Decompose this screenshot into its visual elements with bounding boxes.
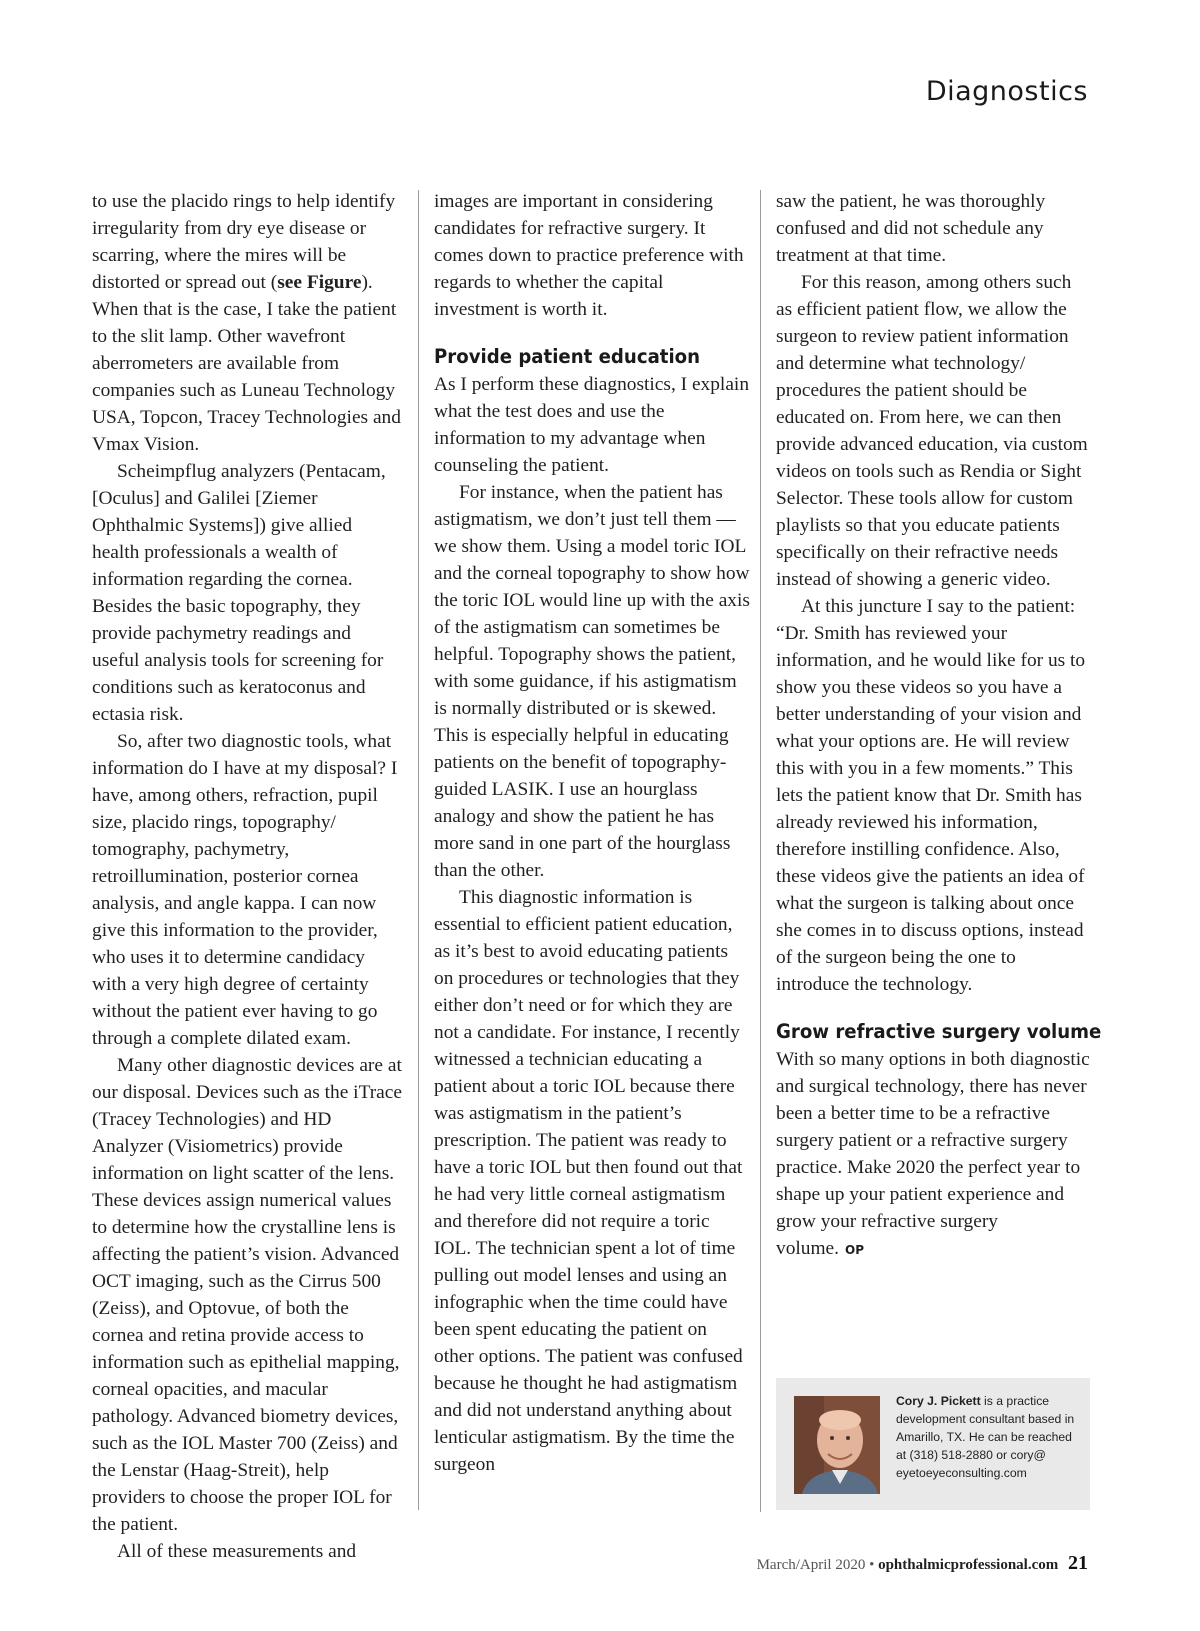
- figure-reference: see Figure: [277, 272, 362, 293]
- paragraph-text: With so many options in both diagnostic and surgical technology, there has never been a better time to be a refractive surgery patient or a refractive surgery practice. Make 2020 the perfect year to shape up your patient experience and grow your refractive surgery volume.: [776, 1049, 1090, 1259]
- paragraph: Scheimpflug analyzers (Pentacam, [Oculus] and Galilei [Ziemer Ophthalmic Systems]) give allied health professionals a wealth of information regarding the cornea. Besides the basic topography, they provide pachymetry readings and useful analysis tools for screening for conditions such as keratoconus and ectasia risk.: [92, 461, 386, 725]
- paragraph: [92, 188, 402, 458]
- author-bio-text: is a practice development consultant based in Amarillo, TX. He can be reached at (318) 518-2880 or cory@ eyetoeyeconsulting.com: [896, 1394, 1075, 1480]
- subheading: Grow refractive surgery volume: [776, 1020, 1102, 1043]
- page-number: 21: [1068, 1552, 1088, 1574]
- author-bio: [896, 1392, 1082, 1482]
- article-column-2: [434, 188, 750, 1478]
- paragraph: At this juncture I say to the patient: “Dr. Smith has reviewed your information, and he would like for us to show you these videos so you have a better understanding of your vision and what your options are. He will review this with you in a few moments.” This lets the patient know that Dr. Smith has already reviewed his information, therefore instilling confidence. Also, these videos give the patients an idea of what the surgeon is talking about once she comes in to discuss options, instead of the surgeon being the one to introduce the technology.: [776, 596, 1086, 995]
- paragraph: For instance, when the patient has astigmatism, we don’t just tell them — we show them. Using a model toric IOL and the corneal topography to show how the toric IOL would line up with the axis of the astigmatism can sometimes be helpful. Topography shows the patient, with some guidance, if his astigmatism is normally distributed or is skewed. This is especially helpful in educating patients on the benefit of topography-guided LASIK. I use an hourglass analogy and show the patient he has more sand in one part of the hourglass than the other.: [434, 482, 750, 881]
- paragraph-text: ). When that is the case, I take the patient to the slit lamp. Other wavefront aberrometers are available from companies such as Luneau Technology USA, Topcon, Tracey Technologies and Vmax Vision.: [92, 272, 401, 455]
- subheading: Provide patient education: [434, 345, 701, 368]
- article-column-1: [92, 188, 402, 1565]
- paragraph: For this reason, among others such as efficient patient flow, we allow the surgeon to review patient information and determine what technology/ procedures the patient should be educated on. From here, we can then provide advanced education, via custom videos on tools such as Rendia or Sight Selector. These tools allow for custom playlists so that you educate patients specifically on their refractive needs instead of showing a generic video.: [776, 272, 1088, 590]
- author-portrait-icon: [794, 1396, 880, 1494]
- author-photo: [794, 1396, 880, 1494]
- paragraph: As I perform these diagnostics, I explain what the test does and use the information to my advantage when counseling the patient.: [434, 374, 750, 476]
- paragraph: images are important in considering candidates for refractive surgery. It comes down to practice preference with regards to whether the capital investment is worth it.: [434, 191, 744, 320]
- website-link[interactable]: ophthalmicprofessional.com: [878, 1557, 1059, 1573]
- paragraph-text: to use the placido rings to help identify irregularity from dry eye disease or scarring, where the mires will be distorted or spread out (: [92, 191, 396, 293]
- paragraph: Many other diagnostic devices are at our disposal. Devices such as the iTrace (Tracey Technologies) and HD Analyzer (Visiometrics) provide information on light scatter of the lens. These devices assign numerical values to determine how the crystalline lens is affecting the patient’s vision. Advanced OCT imaging, such as the Cirrus 500 (Zeiss), and Optovue, of both the cornea and retina provide access to information such as epithelial mapping, corneal opacities, and macular pathology. Advanced biometry devices, such as the IOL Master 700 (Zeiss) and the Lenstar (Haag-Streit), help providers to choose the proper IOL for the patient.: [92, 1055, 403, 1535]
- page-footer: [757, 1552, 1088, 1575]
- article-column-3: [776, 188, 1102, 1264]
- paragraph: So, after two diagnostic tools, what information do I have at my disposal? I have, among others, refraction, pupil size, placido rings, topography/ tomography, pachymetry, retroillumination, posterior cornea analysis, and angle kappa. I can now give this information to the provider, who uses it to determine candidacy with a very high degree of certainty without the patient ever having to go through a complete dilated exam.: [92, 731, 398, 1049]
- column-divider: [760, 190, 761, 1512]
- end-mark: OP: [845, 1243, 865, 1257]
- paragraph: [776, 1046, 1090, 1264]
- paragraph: All of these measurements and: [117, 1541, 357, 1562]
- issue-date: March/April 2020: [756, 1557, 866, 1573]
- paragraph: saw the patient, he was thoroughly confused and did not schedule any treatment at that time.: [776, 191, 1046, 266]
- footer-separator: •: [869, 1557, 875, 1573]
- author-bio-box: [776, 1378, 1090, 1510]
- column-divider: [418, 190, 419, 1510]
- paragraph: This diagnostic information is essential to efficient patient education, as it’s best to avoid educating patients on procedures or technologies that they either don’t need or for which they are not a candidate. For instance, I recently witnessed a technician educating a patient about a toric IOL because there was astigmatism in the patient’s prescription. The patient was ready to have a toric IOL but then found out that he had very little corneal astigmatism and therefore did not require a toric IOL. The technician spent a lot of time pulling out model lenses and using an infographic when the time could have been spent educating the patient on other options. The patient was confused because he thought he had astigmatism and did not understand anything about lenticular astigmatism. By the time the surgeon: [434, 887, 743, 1475]
- author-name: Cory J. Pickett: [896, 1394, 981, 1408]
- section-title: Diagnostics: [925, 76, 1088, 107]
